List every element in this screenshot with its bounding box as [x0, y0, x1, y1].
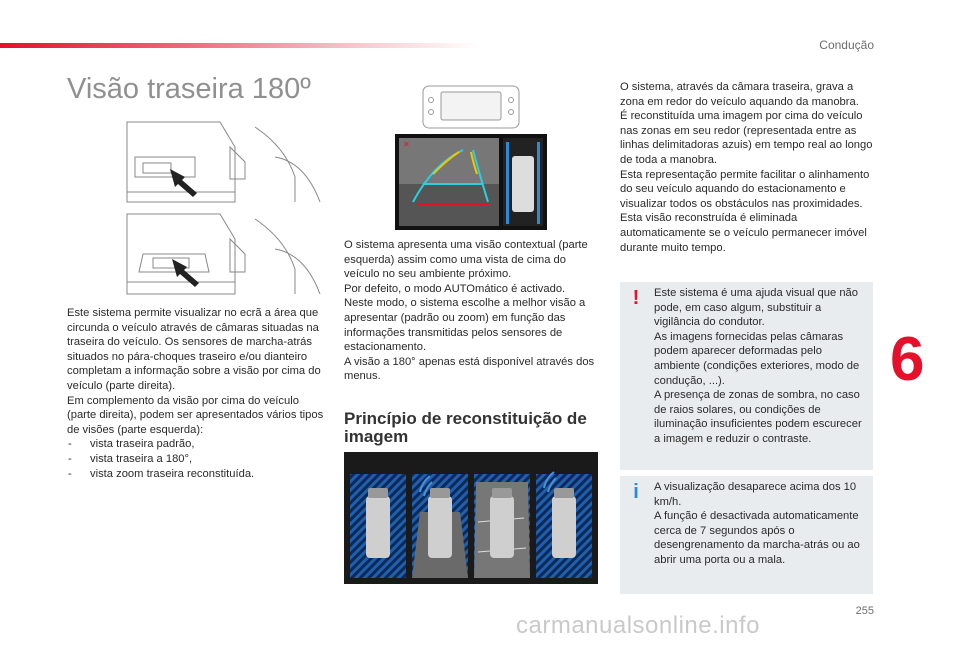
info-note: [620, 476, 873, 594]
frame-4: [536, 474, 592, 578]
context-paragraph-1: O sistema apresenta uma visão contextual (parte esquerda) assim como uma vista de cima do veículo no seu ambiente próximo.: [344, 239, 588, 281]
info-paragraph-2: A função é desactivada automaticamente cerca de 7 segundos após o desengrenamento da marcha-atrás ou ao abrir uma porta ou a mala.: [654, 510, 860, 566]
reconstitution-sequence-illustration: [344, 452, 598, 584]
reconstitution-paragraph-2: É reconstituída uma imagem por cima do veículo nas zonas em seu redor (representada entre as linhas delimitadoras azuis) em tempo real ao longo de toda a manobra.: [620, 110, 873, 166]
intro-paragraph-2: Em complemento da visão por cima do veículo (parte direita), podem ser apresentados vários tipos de visões (parte esquerda):: [67, 394, 324, 436]
van-rear-lower-view: [127, 214, 320, 294]
context-paragraph-4: A visão a 180° apenas está disponível através dos menus.: [344, 355, 595, 383]
info-icon: i: [633, 481, 639, 503]
reconstitution-paragraph-1: O sistema, através da câmara traseira, grava a zona em redor do veículo aquando da manobra.: [620, 81, 859, 108]
reconstitution-paragraph-4: Esta visão reconstruída é eliminada automaticamente se o veículo permanecer imóvel durante muito tempo.: [620, 212, 867, 254]
page-title: Visão traseira 180º: [67, 73, 311, 105]
screen-camera-view-illustration: [393, 84, 549, 232]
intro-paragraph-1: Este sistema permite visualizar no ecrã a área que circunda o veículo através de câmaras situadas na traseira do veículo. Os sensores de marcha-atrás situados no pára-choques traseiro e/ou dianteiro completam a informação sobre a visão por cima do veículo (parte direita).: [67, 307, 321, 392]
warning-paragraph-1: Este sistema é uma ajuda visual que não pode, em caso algum, substituir a vigilância do condutor.: [654, 287, 858, 329]
watermark: carmanualsonline.info: [516, 612, 760, 639]
frame-3: [474, 474, 530, 578]
context-paragraph-2: Por defeito, o modo AUTOmático é activado.: [344, 282, 566, 295]
warning-paragraph-2: As imagens fornecidas pelas câmaras podem aparecer deformadas pelo ambiente (condições exteriores, modo de condução, ...).: [654, 330, 860, 387]
rear-camera-illustration: [125, 117, 325, 297]
arrow-icon-upper: [170, 169, 197, 197]
header-accent-bar: [0, 43, 480, 48]
section-title: Condução: [819, 38, 874, 52]
section-subtitle: Princípio de reconstituição de imagem: [344, 409, 587, 446]
vehicle-top-icon: [512, 156, 534, 212]
list-item: - vista traseira a 180°,: [67, 452, 325, 467]
svg-text:✕: ✕: [403, 140, 410, 149]
view-types-list: [67, 437, 325, 481]
dashboard-screen: [423, 86, 519, 128]
chapter-number: 6: [890, 325, 925, 394]
frame-1: [350, 474, 406, 578]
warning-icon: !: [632, 287, 640, 309]
reconstitution-column: [620, 80, 878, 255]
arrow-icon-lower: [172, 259, 199, 287]
warning-paragraph-3: A presença de zonas de sombra, no caso de raios solares, ou condições de iluminação insuficientes podem escurecer a imagem e reduzir o contraste.: [654, 389, 862, 445]
van-rear-upper-view: [127, 122, 320, 202]
context-paragraph-3: Neste modo, o sistema escolhe a melhor visão a apresentar (padrão ou zoom) em função das informações transmitidas pelos sensores de estacionamento.: [344, 297, 586, 354]
intro-column: [67, 306, 325, 481]
warning-note: [620, 282, 873, 470]
reconstitution-paragraph-3: Esta representação permite facilitar o alinhamento do seu veículo aquando do estacionamento e visualizar todos os obstáculos nas proximidades.: [620, 168, 870, 210]
list-item: - vista traseira padrão,: [67, 437, 325, 452]
context-view-column: [344, 238, 598, 384]
info-paragraph-1: A visualização desaparece acima dos 10 km/h.: [654, 481, 857, 508]
list-item: - vista zoom traseira reconstituída.: [67, 467, 325, 482]
page-number: 255: [855, 605, 874, 617]
